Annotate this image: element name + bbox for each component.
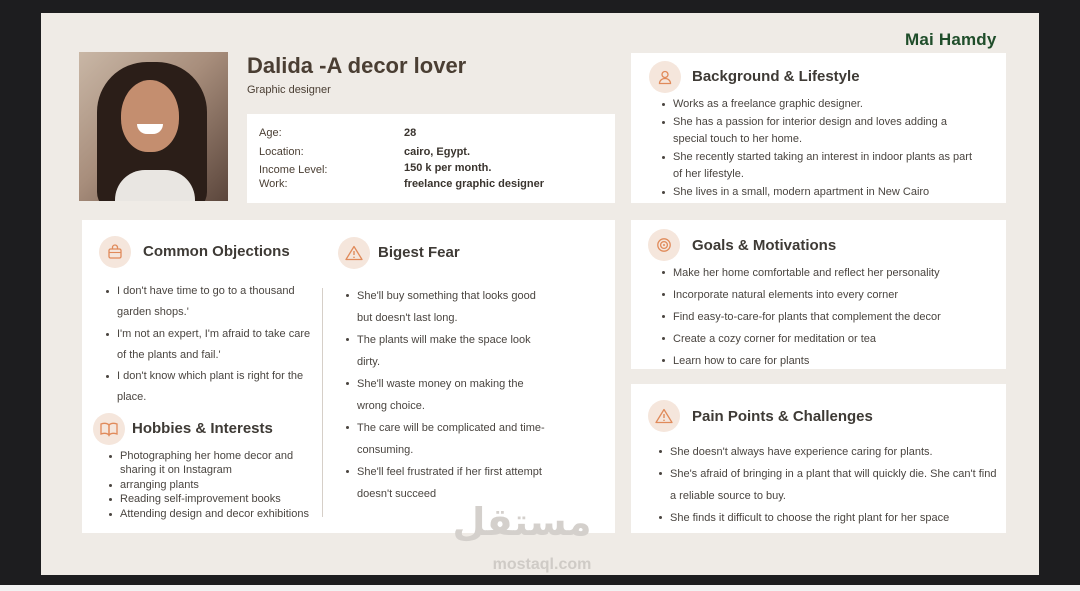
pain-list <box>658 441 1003 529</box>
list-item: Find easy-to-care-for plants that complement the decor <box>661 306 1001 328</box>
list-item: She doesn't always have experience caring for plants. <box>658 441 1003 463</box>
list-item: She lives in a small, modern apartment in New Cairo <box>661 184 981 202</box>
list-item: She'll buy something that looks good but doesn't last long. <box>345 285 550 329</box>
hobbies-title: Hobbies & Interests <box>132 420 273 437</box>
list-item: Learn how to care for plants <box>661 350 1001 372</box>
goals-card <box>631 220 1006 369</box>
list-item: She has a passion for interior design and loves adding a special touch to her home. <box>661 114 981 149</box>
objections-list <box>105 281 315 409</box>
list-item: Photographing her home decor and sharing it on Instagram <box>108 449 318 478</box>
hobbies-list <box>108 449 318 521</box>
info-label-income: Income Level: <box>259 164 328 176</box>
target-icon <box>648 229 680 261</box>
goals-list <box>661 262 1001 372</box>
list-item: I don't know which plant is right for the place. <box>105 366 315 409</box>
info-label-work: Work: <box>259 178 288 190</box>
list-item: The care will be complicated and time-consuming. <box>345 417 550 461</box>
list-item: The plants will make the space look dirty. <box>345 329 550 373</box>
author-name: Mai Hamdy <box>905 30 997 49</box>
pain-points-card <box>631 384 1006 533</box>
list-item: Make her home comfortable and reflect her personality <box>661 262 1001 284</box>
background-list <box>661 96 981 202</box>
list-item: Incorporate natural elements into every corner <box>661 284 1001 306</box>
list-item: Attending design and decor exhibitions <box>108 507 318 521</box>
background-title: Background & Lifestyle <box>692 68 860 85</box>
persona-role: Graphic designer <box>247 84 331 96</box>
list-item: She'll feel frustrated if her first attempt doesn't succeed <box>345 461 550 505</box>
list-item: Reading self-improvement books <box>108 492 318 506</box>
info-label-age: Age: <box>259 127 282 139</box>
list-item: Works as a freelance graphic designer. <box>661 96 981 114</box>
open-book-icon <box>93 413 125 445</box>
persona-info-card <box>247 114 615 203</box>
persona-name: Dalida -A decor lover <box>247 53 467 78</box>
list-item: She recently started taking an interest in indoor plants as part of her lifestyle. <box>661 149 981 184</box>
fear-title: Bigest Fear <box>378 244 460 261</box>
watermark-latin: mostaql.com <box>492 556 592 573</box>
list-item: Create a cozy corner for meditation or tea <box>661 328 1001 350</box>
goals-title: Goals & Motivations <box>692 237 837 254</box>
warning-icon <box>338 237 370 269</box>
watermark-arabic: مستقل <box>452 502 592 544</box>
user-icon <box>649 61 681 93</box>
bottom-strip <box>0 585 1080 591</box>
info-value-location: cairo, Egypt. <box>404 146 471 158</box>
warning-icon <box>648 400 680 432</box>
persona-photo <box>79 52 228 201</box>
list-item: She'll waste money on making the wrong choice. <box>345 373 550 417</box>
info-value-income: 150 k per month. <box>404 162 492 174</box>
info-value-work: freelance graphic designer <box>404 178 544 190</box>
info-value-age: 28 <box>404 127 417 139</box>
list-item: arranging plants <box>108 478 318 492</box>
list-item: I'm not an expert, I'm afraid to take care of the plants and fail.' <box>105 324 315 367</box>
pain-title: Pain Points & Challenges <box>692 408 873 425</box>
background-card <box>631 53 1006 203</box>
persona-page <box>41 13 1039 575</box>
list-item: She's afraid of bringing in a plant that will quickly die. She can't find a reliable source to buy. <box>658 463 1003 507</box>
fear-list <box>345 285 550 505</box>
bag-icon <box>99 236 131 268</box>
list-item: I don't have time to go to a thousand garden shops.' <box>105 281 315 324</box>
info-label-location: Location: <box>259 146 304 158</box>
column-divider <box>322 288 323 517</box>
objections-title: Common Objections <box>143 243 290 260</box>
objections-fear-card <box>82 220 615 533</box>
list-item: She finds it difficult to choose the right plant for her space <box>658 507 1003 529</box>
